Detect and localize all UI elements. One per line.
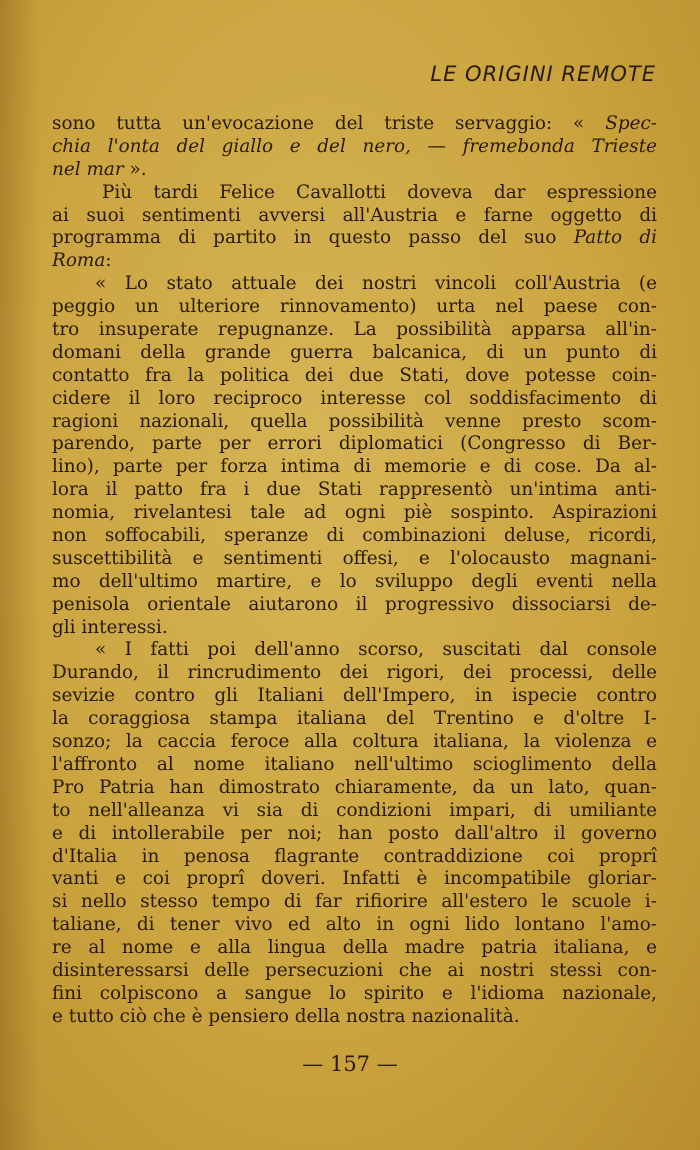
text-line [52, 639, 657, 662]
page-number: — 157 — [302, 1052, 398, 1076]
text-line [52, 502, 657, 525]
text-line [52, 777, 657, 800]
text-line-italic: Spec- [605, 113, 657, 134]
text-line [52, 594, 657, 617]
text-line [52, 960, 657, 983]
text-line-roman: sonzo; la caccia feroce alla coltura italiana, la violenza e [52, 731, 657, 753]
text-line [52, 983, 657, 1006]
text-line-roman: Più tardi Felice Cavallotti doveva dar espressione [102, 181, 657, 203]
text-line [52, 182, 657, 205]
text-line-roman: sono tutta un'evocazione del triste servaggio: « [52, 113, 606, 134]
text-line-roman: fini colpiscono a sangue lo spirito e l'idioma nazionale, [52, 982, 657, 1004]
text-line [52, 868, 657, 891]
text-line [52, 617, 657, 640]
text-line [52, 319, 657, 342]
text-line-roman: taliane, di tener vivo ed alto in ogni lido lontano l'amo- [52, 914, 657, 936]
text-line-italic: chia l'onta del giallo e del nero, — fremebonda Trieste [52, 135, 657, 157]
text-line-roman: ai suoi sentimenti avversi all'Austria e farne oggetto di [52, 204, 657, 226]
text-line [52, 662, 657, 685]
text-line-italic: Patto di [573, 227, 657, 249]
text-line-roman: mo dell'ultimo martire, e lo sviluppo degli eventi nella [52, 570, 657, 592]
text-line-roman: vanti e coi proprî doveri. Infatti è incompatibile gloriar- [52, 868, 657, 890]
text-line-roman: programma di partito in questo passo del suo [52, 227, 574, 249]
text-line [52, 388, 657, 411]
text-line [52, 891, 657, 914]
text-line [52, 227, 657, 250]
text-line-roman: disinteressarsi delle persecuzioni che ai nostri stessi con- [52, 959, 657, 981]
text-line-roman: peggio un ulteriore rinnovamento) urta nel paese con- [52, 296, 657, 318]
text-line [52, 479, 657, 502]
text-line [52, 456, 657, 479]
text-line-roman: suscettibilità e sentimenti offesi, e l'olocausto magnani- [52, 547, 657, 569]
text-line-roman: la coraggiosa stampa italiana del Trentino e d'oltre I- [52, 708, 657, 730]
text-line-roman: tro insuperate repugnanze. La possibilità apparsa all'in- [52, 319, 657, 341]
text-line [52, 1006, 657, 1029]
text-line-roman: nomia, rivelantesi tale ad ogni piè sospinto. Aspirazioni [52, 502, 657, 524]
text-line-roman: d'Italia in penosa flagrante contraddizione coi proprî [52, 845, 657, 867]
text-line-tail: ». [123, 158, 147, 180]
text-line [52, 571, 657, 594]
text-line [52, 708, 657, 731]
text-line [52, 296, 657, 319]
text-line [52, 731, 657, 754]
text-line [52, 685, 657, 708]
text-line [52, 823, 657, 846]
text-line-roman: si nello stesso tempo di far rifiorire all'estero le scuole i- [52, 891, 657, 913]
text-line-roman: l'affronto al nome italiano nell'ultimo scioglimento della [52, 753, 657, 775]
text-line-italic: Roma [52, 250, 106, 272]
text-line [52, 914, 657, 937]
text-line-roman: Pro Patria han dimostrato chiaramente, da un lato, quan- [52, 776, 657, 798]
text-line [52, 342, 657, 365]
text-line [52, 937, 657, 960]
text-line-roman: lora il patto fra i due Stati rappresentò un'intima anti- [52, 479, 657, 501]
text-line-roman: penisola orientale aiutarono il progressivo dissociarsi de- [52, 593, 657, 615]
text-line-roman: Durando, il rincrudimento dei rigori, dei processi, delle [52, 662, 657, 684]
text-line [52, 548, 657, 571]
text-line-roman: to nell'alleanza vi sia di condizioni impari, di umiliante [52, 799, 657, 821]
text-line [52, 846, 657, 869]
text-line [52, 205, 657, 228]
text-line [52, 411, 657, 434]
text-line-roman: e tutto ciò che è pensiero della nostra nazionalità. [52, 1005, 520, 1027]
text-line-roman: e di intollerabile per noi; han posto dall'altro il governo [52, 822, 657, 844]
text-line-italic: nel mar [52, 158, 124, 180]
text-line-tail: : [105, 250, 112, 272]
text-line [52, 365, 657, 388]
text-line-roman: re al nome e alla lingua della madre patria italiana, e [52, 937, 657, 959]
text-line-roman: domani della grande guerra balcanica, di un punto di [52, 341, 657, 363]
text-line [52, 159, 657, 182]
text-line [52, 113, 657, 136]
text-line [52, 250, 657, 273]
text-line-roman: sevizie contro gli Italiani dell'Impero, in ispecie contro [52, 685, 657, 707]
text-line-roman: « I fatti poi dell'anno scorso, suscitati dal console [95, 639, 657, 661]
text-line [52, 273, 657, 296]
text-line [52, 800, 657, 823]
running-head: LE ORIGINI REMOTE [430, 62, 656, 86]
text-line-roman: ragioni nazionali, quella possibilità venne presto scom- [52, 410, 657, 432]
text-line-roman: lino), parte per forza intima di memorie e di cose. Da al- [52, 456, 657, 478]
text-line-roman: non soffocabili, speranze di combinazioni deluse, ricordi, [52, 525, 657, 547]
text-line-roman: « Lo stato attuale dei nostri vincoli coll'Austria (e [95, 273, 657, 295]
text-line [52, 754, 657, 777]
text-line [52, 433, 657, 456]
text-line [52, 136, 657, 159]
text-line-roman: cidere il loro reciproco interesse col soddisfacimento di [52, 387, 657, 409]
text-line-roman: gli interessi. [52, 616, 168, 638]
text-line-roman: parendo, parte per errori diplomatici (Congresso di Ber- [52, 433, 657, 455]
text-line [52, 525, 657, 548]
text-line-roman: contatto fra la politica dei due Stati, dove potesse coin- [52, 364, 657, 386]
body-text [52, 113, 657, 1029]
page-edge-shadow [0, 0, 40, 1150]
